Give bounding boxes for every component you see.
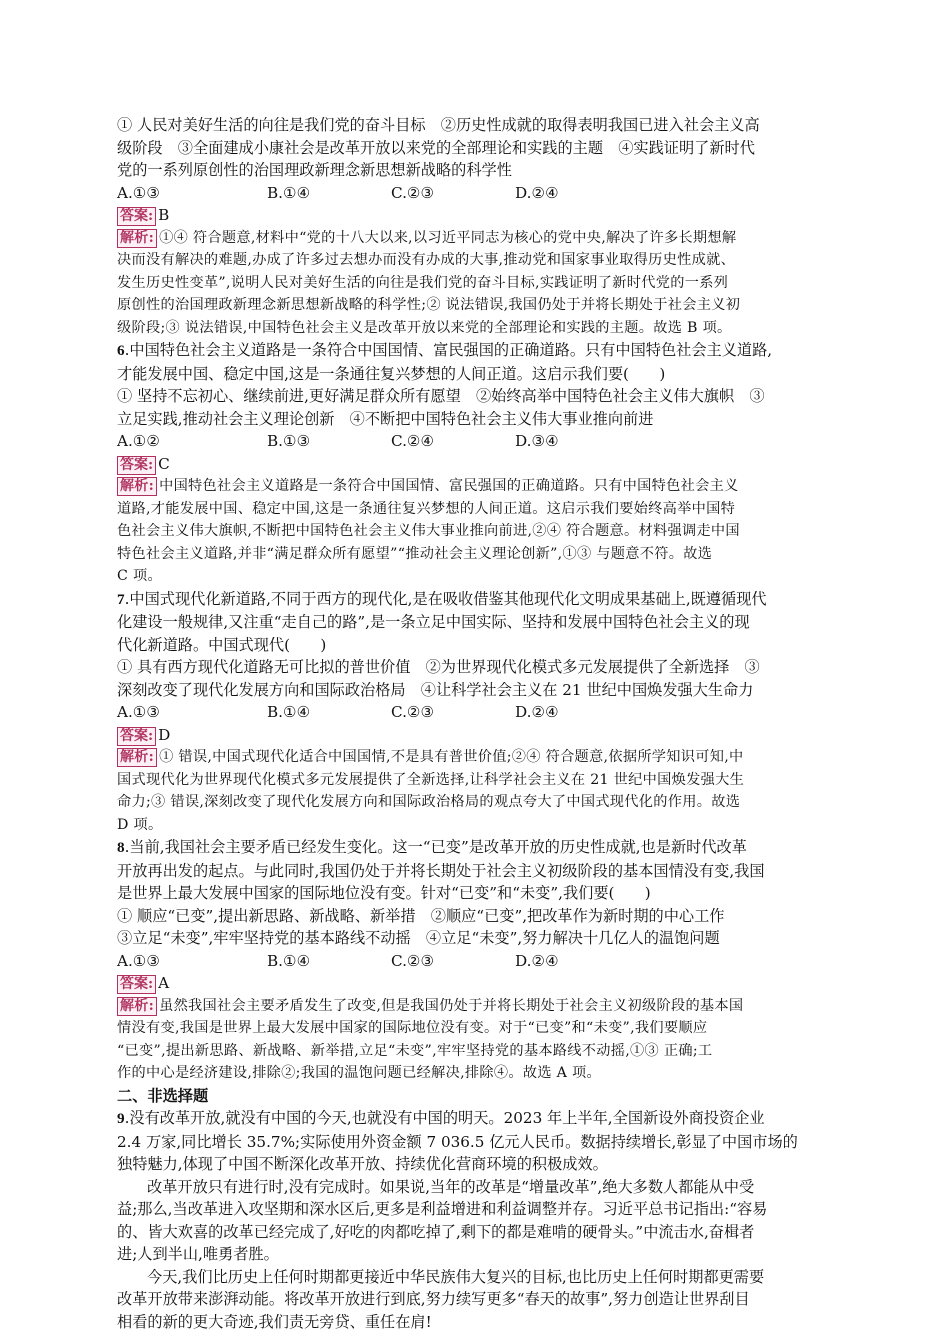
material-line: 进;人到半山,唯勇者胜。 xyxy=(117,1245,279,1263)
explanation-tag: 解析: xyxy=(117,748,157,767)
question-stem-line: ① 坚持不忘初心、继续前进,更好满足群众所有愿望 ②始终高举中国特色社会主义伟大旗帜 ③ xyxy=(117,387,765,405)
choice-a: A.①③ xyxy=(117,183,161,202)
explanation xyxy=(117,995,833,1085)
explanation-line: 色社会主义伟大旗帜,不断把中国特色社会主义伟大事业推向前进,②④ 符合题意。材料强调走中国 xyxy=(117,523,740,539)
explanation-line: C 项。 xyxy=(117,568,162,584)
answer-tag: 答案: xyxy=(117,456,156,475)
answer-tag: 答案: xyxy=(117,975,156,994)
material-line: 独特魅力,体现了中国不断深化改革开放、持续优化营商环境的积极成效。 xyxy=(117,1155,608,1173)
answer-value: A xyxy=(158,974,170,992)
question-6 xyxy=(117,339,833,588)
question-stem-line: 深刻改变了现代化发展方向和国际政治格局 ④让科学社会主义在 21 世纪中国焕发强大生命力 xyxy=(117,680,754,699)
question-stem-line: ① 人民对美好生活的向往是我们党的奋斗目标 ②历史性成就的取得表明我国已进入社会主义高 xyxy=(117,116,760,134)
question-stem-line: 党的一系列原创性的治国理政新理念新思想新战略的科学性 xyxy=(117,161,512,179)
question-stem-line: 开放再出发的起点。与此同时,我国仍处于并将长期处于社会主义初级阶段的基本国情没有变,我国 xyxy=(117,861,765,880)
question-stem-line: 代化新道路。中国式现代( ) xyxy=(117,635,327,654)
question-stem-line: ① 顺应“已变”,提出新思路、新战略、新举措 ②顺应“已变”,把改革作为新时期的中心工作 xyxy=(117,906,725,925)
choice-d: D.②④ xyxy=(515,183,559,202)
document-page xyxy=(117,114,833,1333)
choice-d: D.②④ xyxy=(515,703,559,721)
choice-c: C.②③ xyxy=(391,183,435,202)
explanation-line: 发生历史性变革”,说明人民对美好生活的向往是我们党的奋斗目标,实践证明了新时代党的一系列 xyxy=(117,274,729,291)
answer-line xyxy=(117,972,833,995)
answer-tag: 答案: xyxy=(117,207,156,226)
answer-value: D xyxy=(158,725,171,744)
question-stem-line xyxy=(117,339,833,363)
choice-b: B.①④ xyxy=(267,183,311,202)
explanation xyxy=(117,746,833,836)
question-stem-text: .中国特色社会主义道路是一条符合中国国情、富民强国的正确道路。只有中国特色社会主义道路, xyxy=(124,341,773,359)
material-line: 的、皆大欢喜的改革已经完成了,好吃的肉都吃掉了,剩下的都是难啃的硬骨头。”中流击水,奋楫者 xyxy=(117,1222,755,1241)
answer-line xyxy=(117,724,833,747)
choice-row xyxy=(117,182,833,205)
material-line: 改革开放只有进行时,没有完成时。如果说,当年的改革是“增量改革”,绝大多数人都能从中受 xyxy=(147,1177,755,1196)
explanation-text: ①④ 符合题意,材料中“党的十八大以来,以习近平同志为核心的党中央,解决了许多长期想解 xyxy=(159,229,737,246)
choice-row xyxy=(117,701,833,724)
answer-line xyxy=(117,453,833,476)
explanation-tag: 解析: xyxy=(117,229,157,248)
answer-value: B xyxy=(158,206,170,224)
choice-b: B.①④ xyxy=(267,951,311,970)
material-text: .没有改革开放,就没有中国的今天,也就没有中国的明天。2023 年上半年,全国新设外商投资企业 xyxy=(124,1109,765,1127)
explanation-line: 决而没有解决的难题,办成了许多过去想办而没有办成的大事,推动党和国家事业取得历史性成就、 xyxy=(117,252,736,268)
explanation-line: 级阶段;③ 说法错误,中国特色社会主义是改革开放以来党的全部理论和实践的主题。故选 B 项。 xyxy=(117,319,732,336)
choice-a: A.①③ xyxy=(117,951,161,970)
question-number: 8 xyxy=(117,839,125,856)
material-line xyxy=(117,1107,833,1131)
explanation-text: 虽然我国社会主要矛盾发生了改变,但是我国仍处于并将长期处于社会主义初级阶段的基本国 xyxy=(159,997,744,1014)
choice-b: B.①③ xyxy=(267,432,311,450)
explanation-line: 命力;③ 错误,深刻改变了现代化发展方向和国际政治格局的观点夸大了中国式现代化的作用。故选 xyxy=(117,794,741,810)
question-9 xyxy=(117,1107,833,1333)
question-stem-line: ③立足“未变”,牢牢坚持党的基本路线不动摇 ④立足“未变”,努力解决十几亿人的温饱问题 xyxy=(117,929,720,947)
material-line: 今天,我们比历史上任何时期都更接近中华民族伟大复兴的目标,也比历史上任何时期都更需要 xyxy=(147,1267,765,1286)
explanation-line: 作的中心是经济建设,排除②;我国的温饱问题已经解决,排除④。故选 A 项。 xyxy=(117,1065,601,1081)
explanation-line: “已变”,提出新思路、新战略、新举措,立足“未变”,牢牢坚持党的基本路线不动摇,①③ 正确;工 xyxy=(117,1042,713,1059)
choice-a: A.①③ xyxy=(117,703,161,721)
question-stem-line: 立足实践,推动社会主义理论创新 ④不断把中国特色社会主义伟大事业推向前进 xyxy=(117,409,654,428)
explanation-line xyxy=(117,227,833,250)
explanation-tag: 解析: xyxy=(117,477,157,496)
choice-d: D.③④ xyxy=(515,432,559,450)
question-5 xyxy=(117,114,833,339)
choice-c: C.②③ xyxy=(391,703,435,721)
question-stem-line: 级阶段 ③全面建成小康社会是改革开放以来党的全部理论和实践的主题 ④实践证明了新时代 xyxy=(117,138,755,157)
question-stem-line: 是世界上最大发展中国家的国际地位没有变。针对“已变”和“未变”,我们要( ) xyxy=(117,884,651,902)
explanation-text: ① 错误,中国式现代化适合中国国情,不是具有普世价值;②④ 符合题意,依据所学知识可知,中 xyxy=(159,749,744,765)
material-line: 益;那么,当改革进入攻坚期和深水区后,更多是利益增进和利益调整并存。习近平总书记指出:“容易 xyxy=(117,1200,768,1218)
question-8 xyxy=(117,836,833,1085)
question-stem-line: ① 具有西方现代化道路无可比拟的普世价值 ②为世界现代化模式多元发展提供了全新选择 ③ xyxy=(117,658,760,676)
question-stem-line xyxy=(117,836,833,860)
explanation xyxy=(117,227,833,340)
question-number: 7 xyxy=(117,590,125,608)
section-heading: 二、非选择题 xyxy=(117,1086,209,1105)
explanation xyxy=(117,475,833,588)
material-line: 相看的新的更大奇迹,我们责无旁贷、重任在肩! xyxy=(117,1312,432,1331)
choice-c: C.②③ xyxy=(391,951,435,970)
question-7 xyxy=(117,588,833,837)
explanation-line: 情没有变,我国是世界上最大发展中国家的国际地位没有变。对于“已变”和“未变”,我们要顺应 xyxy=(117,1020,708,1036)
answer-tag: 答案: xyxy=(117,727,156,746)
explanation-line xyxy=(117,995,833,1018)
choice-c: C.②④ xyxy=(391,432,435,450)
explanation-line: 原创性的治国理政新理念新思想新战略的科学性;② 说法错误,我国仍处于并将长期处于社会主义初 xyxy=(117,297,741,313)
choice-a: A.①② xyxy=(117,432,161,450)
question-number: 6 xyxy=(117,342,125,359)
material-line: 改革开放带来澎湃动能。将改革开放进行到底,努力续写更多“春天的故事”,努力创造让世界刮目 xyxy=(117,1290,750,1308)
choice-row xyxy=(117,430,833,453)
question-stem-line xyxy=(117,588,833,612)
question-stem-text: .当前,我国社会主要矛盾已经发生变化。这一“已变”是改革开放的历史性成就,也是新时代改革 xyxy=(124,838,747,856)
explanation-text: 中国特色社会主义道路是一条符合中国国情、富民强国的正确道路。只有中国特色社会主义 xyxy=(159,478,739,494)
question-stem-line: 化建设一般规律,又注重“走自己的路”,是一条立足中国实际、坚持和发展中国特色社会主义的现 xyxy=(117,613,750,631)
explanation-line xyxy=(117,746,833,769)
explanation-tag: 解析: xyxy=(117,997,157,1016)
choice-row xyxy=(117,950,833,973)
question-stem-text: .中国式现代化新道路,不同于西方的现代化,是在吸收借鉴其他现代化文明成果基础上,既遵循现代 xyxy=(124,589,767,608)
explanation-line: 道路,才能发展中国、稳定中国,这是一条通往复兴梦想的人间正道。这启示我们要始终高举中国特 xyxy=(117,500,736,517)
explanation-line: 特色社会主义道路,并非“满足群众所有愿望”“推动社会主义理论创新”,①③ 与题意不符。故选 xyxy=(117,545,713,562)
choice-d: D.②④ xyxy=(515,951,559,970)
question-number: 9 xyxy=(117,1110,125,1127)
explanation-line: D 项。 xyxy=(117,816,163,833)
material-line: 2.4 万家,同比增长 35.7%;实际使用外资金额 7 036.5 亿元人民币。数据持续增长,彰显了中国市场的 xyxy=(117,1132,798,1151)
explanation-line: 国式现代化为世界现代化模式多元发展提供了全新选择,让科学社会主义在 21 世纪中国焕发强大生 xyxy=(117,771,745,788)
answer-value: C xyxy=(158,454,170,473)
explanation-line xyxy=(117,475,833,498)
question-stem-line: 才能发展中国、稳定中国,这是一条通往复兴梦想的人间正道。这启示我们要( ) xyxy=(117,364,666,383)
answer-line xyxy=(117,204,833,227)
choice-b: B.①④ xyxy=(267,703,311,721)
